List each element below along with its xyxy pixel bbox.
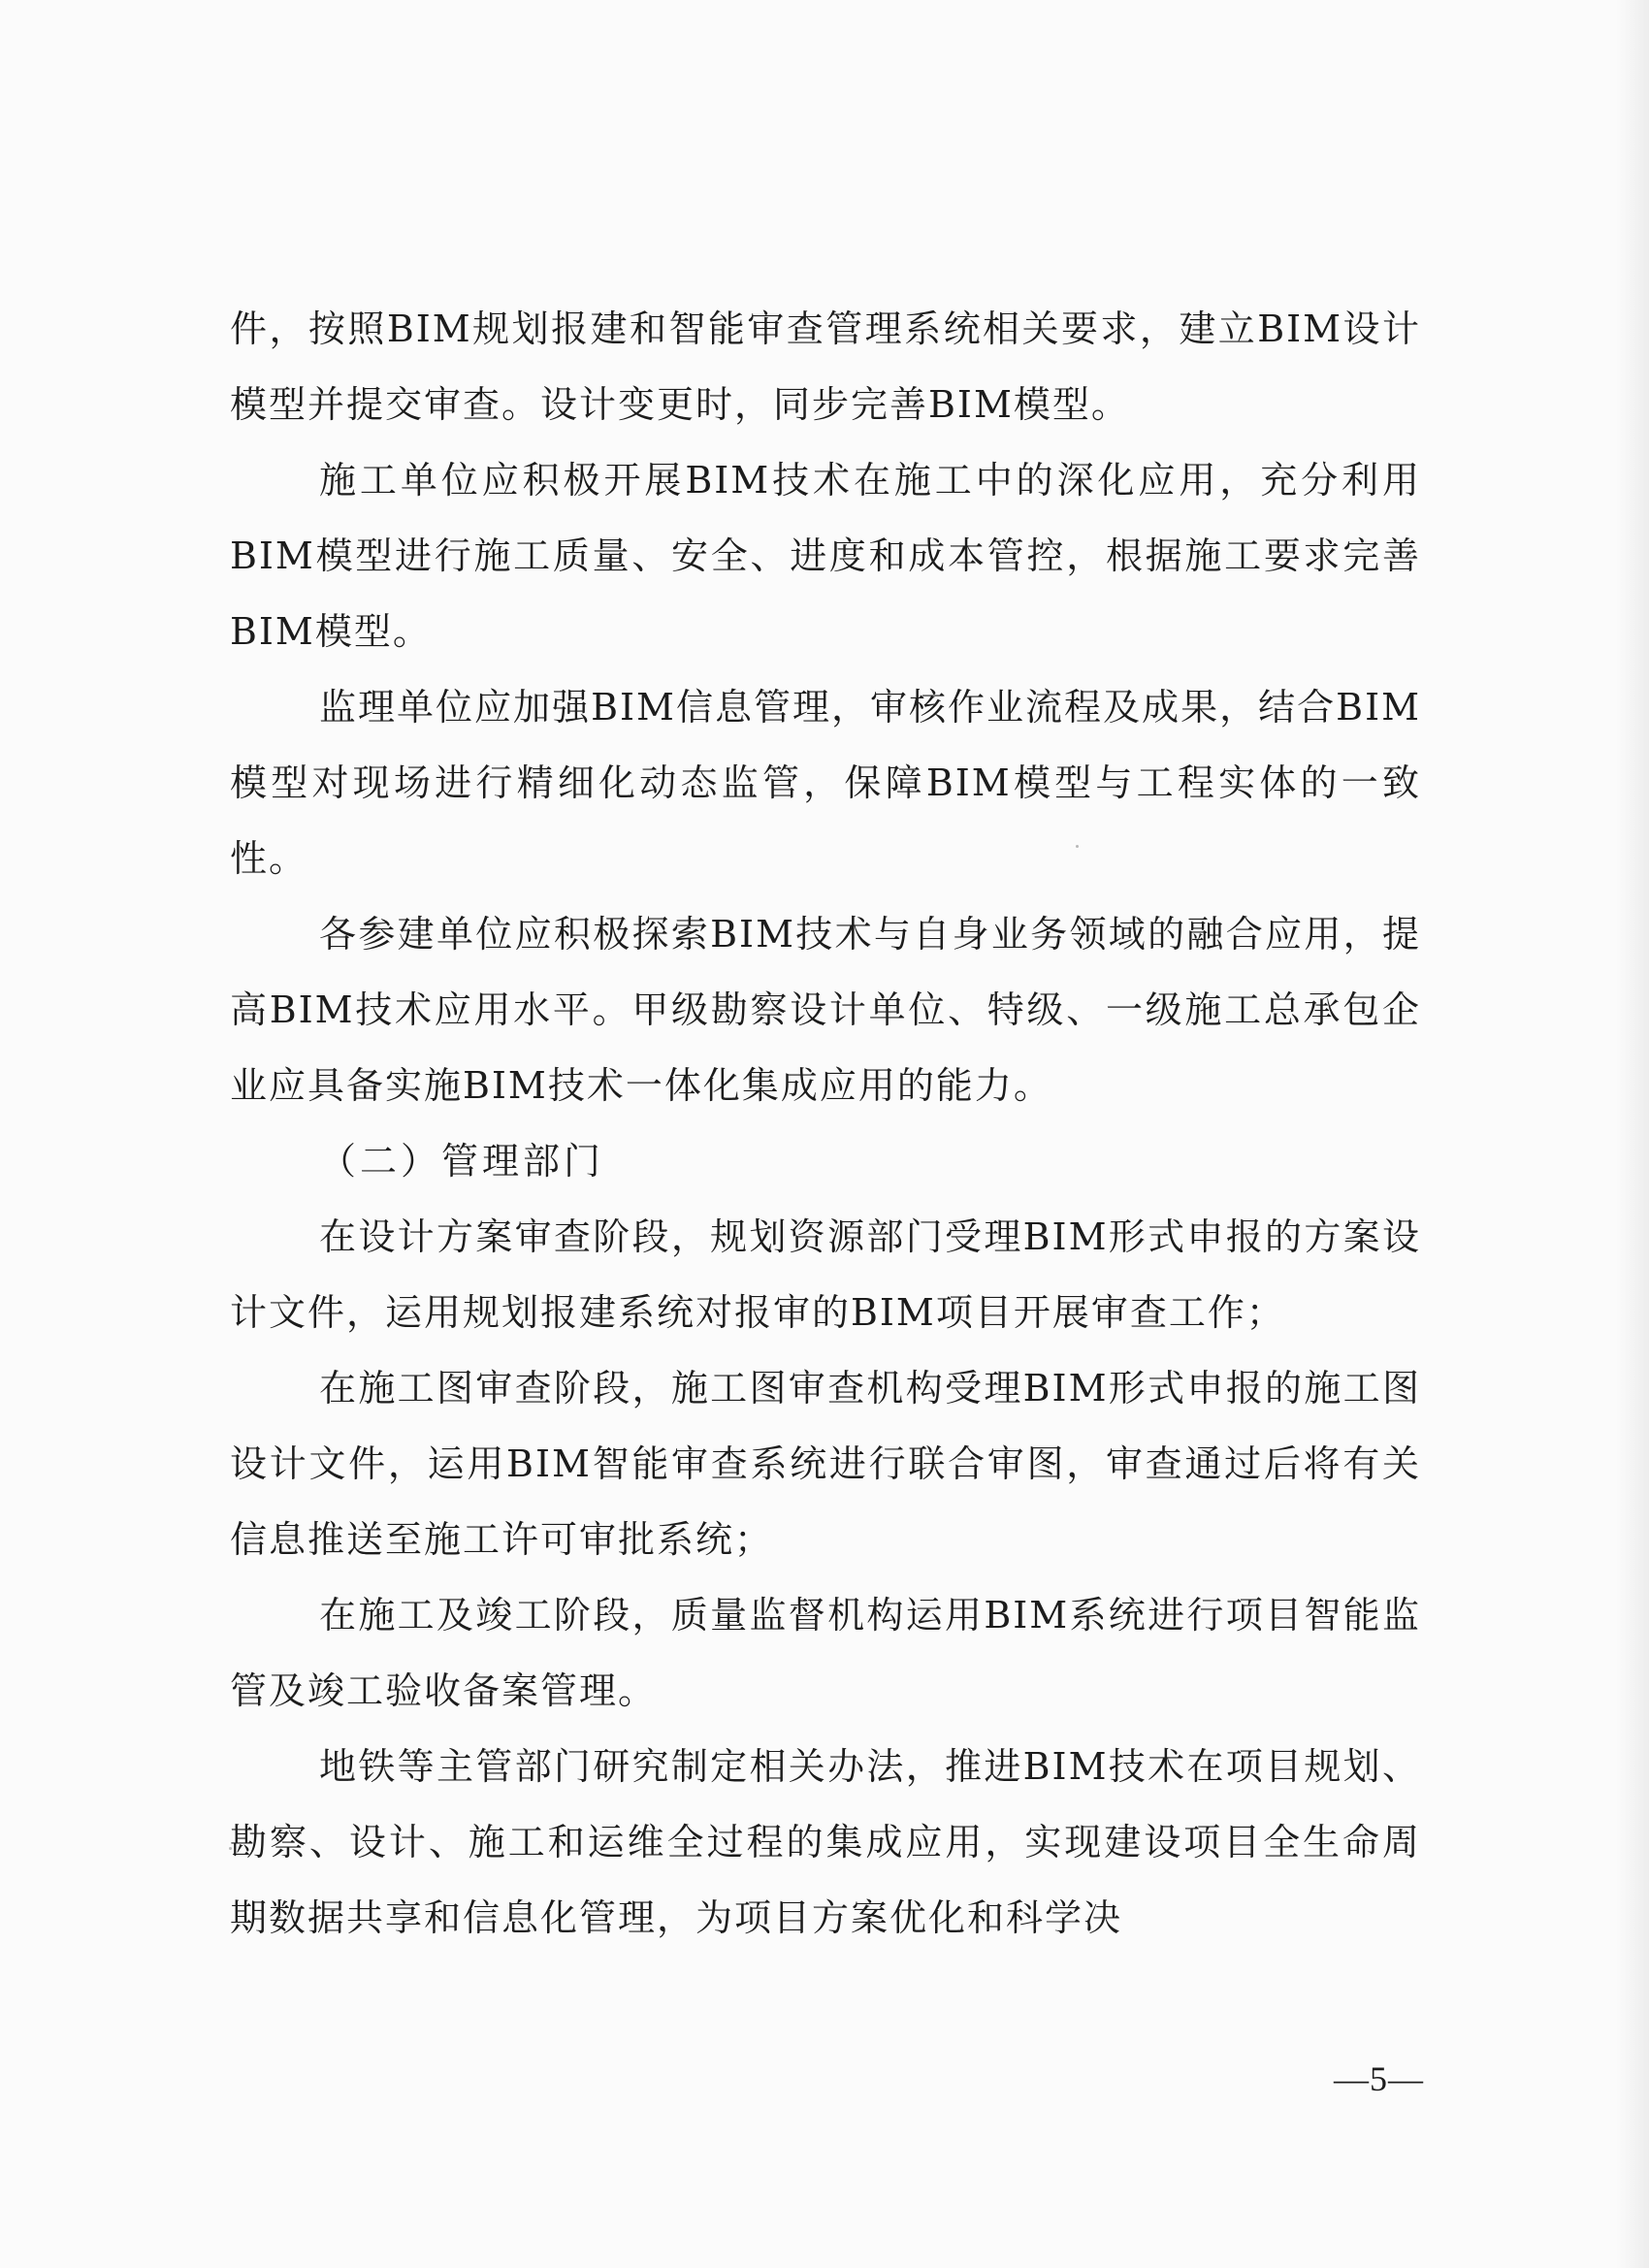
page-number: —5— — [1334, 2059, 1424, 2098]
paragraph-construction-unit: 施工单位应积极开展BIM技术在施工中的深化应用，充分利用BIM模型进行施工质量、安全、进度和成本管控，根据施工要求完善BIM模型。 — [230, 459, 1421, 653]
document-body — [230, 291, 1421, 1956]
page-edge-shadow — [1616, 0, 1649, 2268]
paragraph-continuation: 件，按照BIM规划报建和智能审查管理系统相关要求，建立BIM设计模型并提交审查。设计变更时，同步完善BIM模型。 — [230, 308, 1421, 426]
section-heading-management-departments: （二）管理部门 — [319, 1140, 605, 1183]
paragraph-all-units: 各参建单位应积极探索BIM技术与自身业务领域的融合应用，提高BIM技术应用水平。甲级勘察设计单位、特级、一级施工总承包企业应具备实施BIM技术一体化集成应用的能力。 — [230, 913, 1421, 1107]
paragraph-design-review-stage: 在设计方案审查阶段，规划资源部门受理BIM形式申报的方案设计文件，运用规划报建系统对报审的BIM项目开展审查工作； — [230, 1215, 1421, 1334]
paragraph-metro-departments: 地铁等主管部门研究制定相关办法，推进BIM技术在项目规划、勘察、设计、施工和运维全过程的集成应用，实现建设项目全生命周期数据共享和信息化管理，为项目方案优化和科学决 — [230, 1745, 1421, 1939]
paragraph-construction-completion-stage: 在施工及竣工阶段，质量监督机构运用BIM系统进行项目智能监管及竣工验收备案管理。 — [230, 1594, 1421, 1712]
paragraph-supervision-unit: 监理单位应加强BIM信息管理，审核作业流程及成果，结合BIM模型对现场进行精细化动态监管，保障BIM模型与工程实体的一致性。 — [230, 686, 1421, 880]
paragraph-construction-drawing-review: 在施工图审查阶段，施工图审查机构受理BIM形式申报的施工图设计文件，运用BIM智能审查系统进行联合审图，审查通过后将有关信息推送至施工许可审批系统； — [230, 1367, 1421, 1561]
